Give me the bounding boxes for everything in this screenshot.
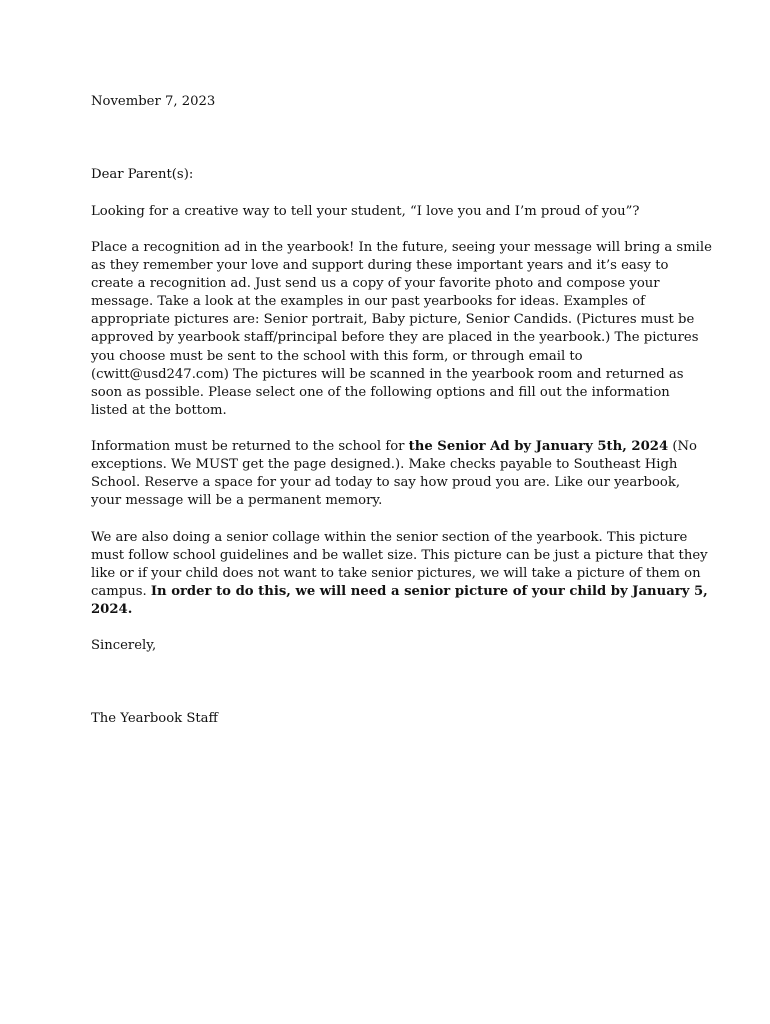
collage-bold-text: In order to do this, we will need a senior picture of your child by January 5, xyxy=(150,584,708,600)
date-text: November 7, 2023 xyxy=(91,94,216,109)
paragraph-line: message. Take a look at the examples in our past yearbooks for ideas. Examples of xyxy=(91,294,646,310)
paragraph-line xyxy=(91,438,697,456)
salutation-text: Dear Parent(s): xyxy=(91,167,194,182)
paragraph-recognition-ad xyxy=(91,239,712,420)
deadline-bold-text: the Senior Ad by January 5th, 2024 xyxy=(408,439,669,454)
paragraph-line: appropriate pictures are: Senior portrait, Baby picture, Senior Candids. (Pictures must be xyxy=(91,312,695,328)
paragraph-line xyxy=(91,601,691,619)
paragraph-deadline xyxy=(91,438,697,510)
paragraph-line: your message will be a permanent memory. xyxy=(91,493,383,509)
paragraph-line: soon as possible. Please select one of the following options and fill out the information xyxy=(91,384,670,400)
closing-text: Sincerely, xyxy=(91,638,157,653)
letter-intro xyxy=(91,203,691,221)
deadline-prefix: Information must be returned to the school for xyxy=(91,439,409,454)
paragraph-line: School. Reserve a space for your ad today to say how proud you are. Like our yearbook, xyxy=(91,475,681,491)
paragraph-line: you choose must be sent to the school with this form, or through email to xyxy=(91,348,583,364)
paragraph-line: exceptions. We MUST get the page designed.). Make checks payable to Southeast High xyxy=(91,457,678,473)
deadline-suffix: (No xyxy=(668,439,697,454)
letter-closing xyxy=(91,637,691,655)
letter-salutation xyxy=(91,166,691,184)
paragraph-line: create a recognition ad. Just send us a copy of your favorite photo and compose your xyxy=(91,276,660,292)
letter-signature xyxy=(91,710,691,728)
collage-bold-year: 2024. xyxy=(91,602,133,618)
paragraph-line: We are also doing a senior collage within the senior section of the yearbook. This picture xyxy=(91,530,688,545)
signature-text: The Yearbook Staff xyxy=(91,711,218,726)
letter-date xyxy=(91,93,691,111)
intro-text: Looking for a creative way to tell your student, “I love you and I’m proud of you”? xyxy=(91,204,640,219)
paragraph-line: must follow school guidelines and be wallet size. This picture can be just a picture that they xyxy=(91,548,708,564)
collage-prefix: campus. xyxy=(91,584,151,600)
paragraph-senior-collage xyxy=(91,529,708,619)
paragraph-line: listed at the bottom. xyxy=(91,402,227,418)
paragraph-line xyxy=(91,583,708,601)
paragraph-line: like or if your child does not want to take senior pictures, we will take a picture of them on xyxy=(91,566,701,582)
paragraph-line: Place a recognition ad in the yearbook! In the future, seeing your message will bring a smile xyxy=(91,240,712,255)
paragraph-line: as they remember your love and support during these important years and it’s easy to xyxy=(91,258,669,274)
paragraph-line: (cwitt@usd247.com) The pictures will be scanned in the yearbook room and returned as xyxy=(91,366,684,382)
paragraph-line: approved by yearbook staff/principal before they are placed in the yearbook.) The pictures xyxy=(91,330,699,346)
